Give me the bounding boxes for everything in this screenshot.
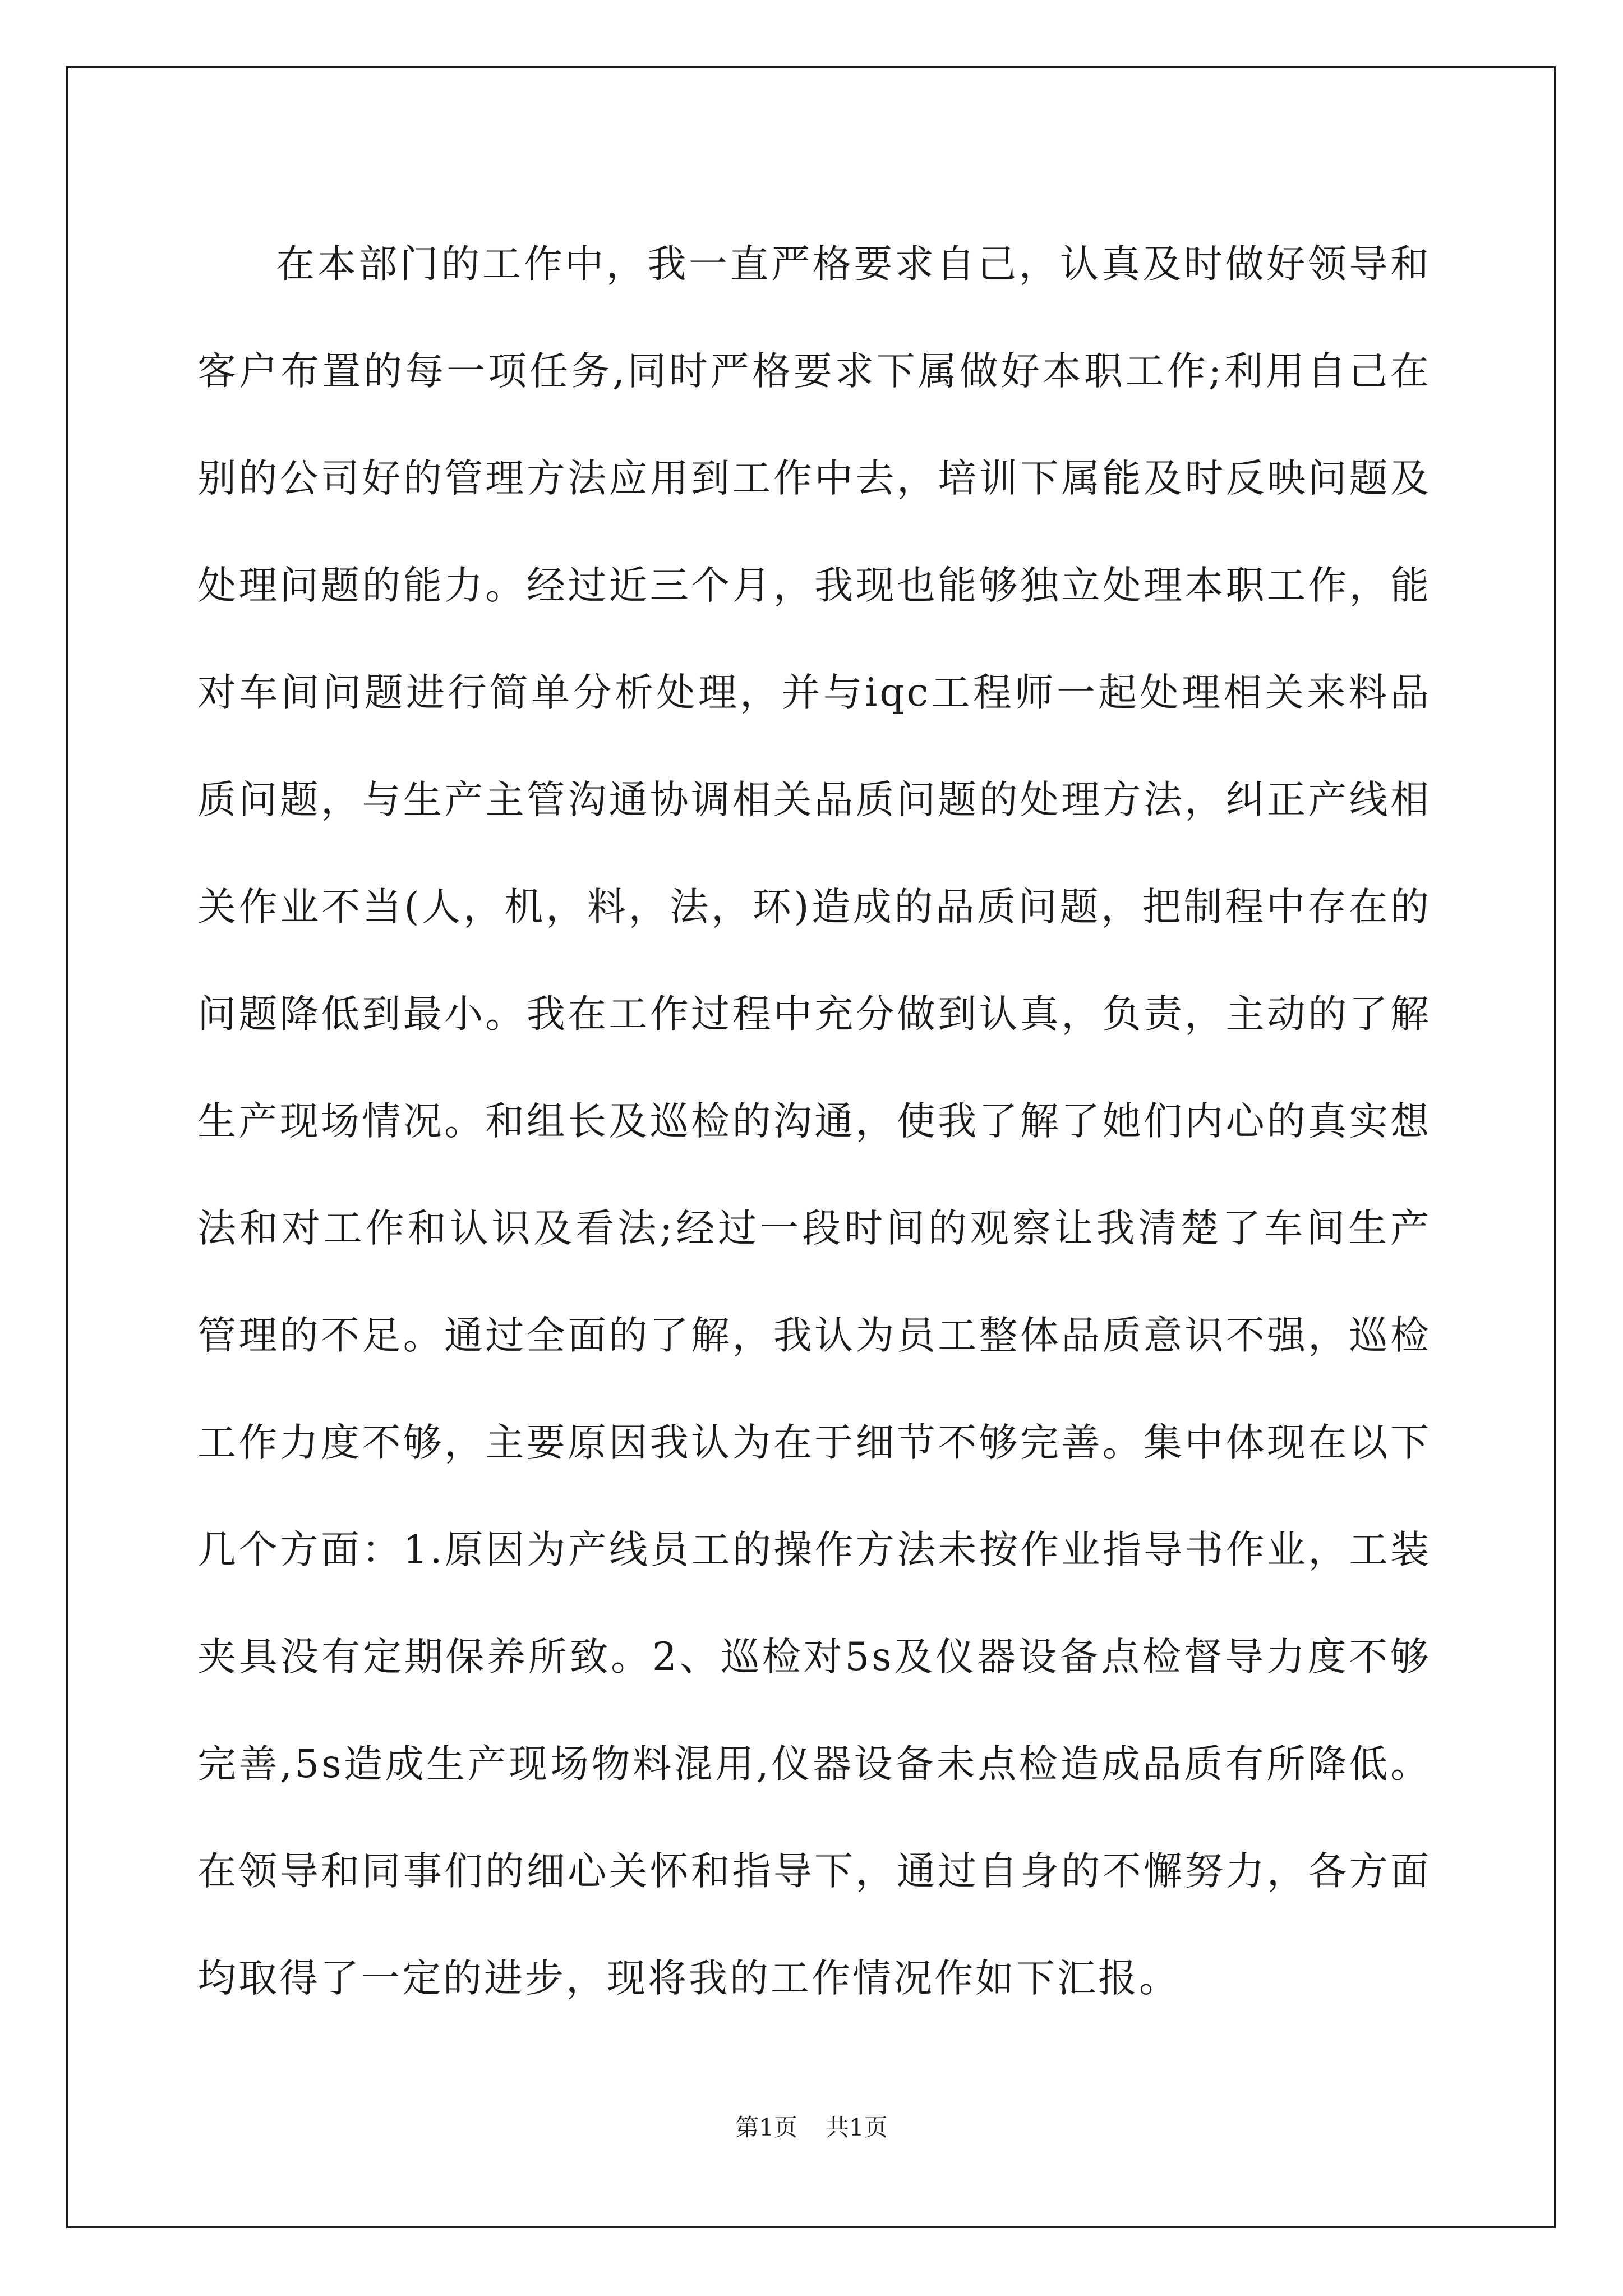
page-total: 共1页 — [826, 2114, 888, 2141]
page-number: 第1页 — [735, 2114, 797, 2141]
body-paragraph: 在本部门的工作中，我一直严格要求自己，认真及时做好领导和客户布置的每一项任务,同时严格要求下属做好本职工作;利用自己在别的公司好的管理方法应用到工作中去，培训下属能及时反映问题及处理问题的能力。经过近三个月，我现也能够独立处理本职工作，能对车间问题进行简单分析处理，并与iqc工程师一起处理相关来料品质问题，与生产主管沟通协调相关品质问题的处理方法，纠正产线相关作业不当(人，机，料，法，环)造成的品质问题，把制程中存在的问题降低到最小。我在工作过程中充分做到认真，负责，主动的了解生产现场情况。和组长及巡检的沟通，使我了解了她们内心的真实想法和对工作和认识及看法;经过一段时间的观察让我清楚了车间生产管理的不足。通过全面的了解，我认为员工整体品质意识不强，巡检工作力度不够，主要原因我认为在于细节不够完善。集中体现在以下几个方面：1.原因为产线员工的操作方法未按作业指导书作业，工装夹具没有定期保养所致。2、巡检对5s及仪器设备点检督导力度不够完善,5s造成生产现场物料混用,仪器设备未点检造成品质有所降低。在领导和同事们的细心关怀和指导下，通过自身的不懈努力，各方面均取得了一定的进步，现将我的工作情况作如下汇报。 — [197, 242, 1431, 2001]
page-footer — [0, 2109, 1623, 2143]
